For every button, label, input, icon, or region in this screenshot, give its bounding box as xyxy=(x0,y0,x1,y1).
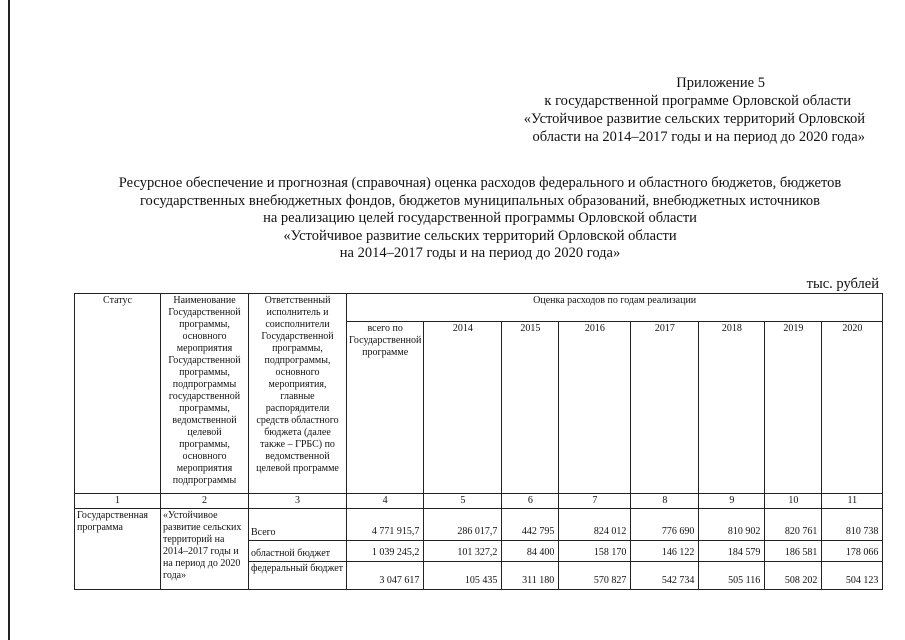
value-2017: 776 690 xyxy=(631,509,699,541)
expenses-table xyxy=(74,293,883,590)
funding-source: федеральный бюджет xyxy=(249,562,347,590)
value-2015: 442 795 xyxy=(502,509,559,541)
column-number: 8 xyxy=(631,494,699,509)
appendix-number: Приложение 5 xyxy=(676,75,765,91)
value-2018: 505 116 xyxy=(699,562,765,590)
program-name-cell: «Устойчивое развитие сельских территорий на 2014–2017 годы и на период до 2020 года» xyxy=(161,509,249,590)
value-2015: 84 400 xyxy=(502,541,559,562)
title-line: государственных внебюджетных фондов, бюджетов муниципальных образований, внебюджетных источников xyxy=(139,192,821,209)
title-line: на реализацию целей государственной программы Орловской области xyxy=(263,210,697,226)
value-2017: 542 734 xyxy=(631,562,699,590)
header-year-2014: 2014 xyxy=(424,322,502,494)
units-label: тыс. рублей xyxy=(806,276,879,292)
funding-source: областной бюджет xyxy=(249,541,347,562)
column-number: 7 xyxy=(559,494,631,509)
header-estimate: Оценка расходов по годам реализации xyxy=(347,294,883,322)
status-cell: Государственная программа xyxy=(75,509,161,590)
column-number: 11 xyxy=(822,494,883,509)
total-value: 1 039 245,2 xyxy=(347,541,424,562)
page-edge-line xyxy=(8,0,10,640)
value-2019: 186 581 xyxy=(765,541,822,562)
column-number: 9 xyxy=(699,494,765,509)
value-2017: 146 122 xyxy=(631,541,699,562)
column-number: 6 xyxy=(502,494,559,509)
header-year-2018: 2018 xyxy=(699,322,765,494)
value-2020: 178 066 xyxy=(822,541,883,562)
value-2019: 508 202 xyxy=(765,562,822,590)
value-2018: 810 902 xyxy=(699,509,765,541)
value-2016: 158 170 xyxy=(559,541,631,562)
value-2014: 101 327,2 xyxy=(424,541,502,562)
funding-source: Всего xyxy=(249,509,347,541)
column-number: 1 xyxy=(75,494,161,509)
column-number: 5 xyxy=(424,494,502,509)
value-2014: 105 435 xyxy=(424,562,502,590)
column-number: 4 xyxy=(347,494,424,509)
title-line: «Устойчивое развитие сельских территорий Орловской области xyxy=(283,227,677,244)
appendix-reference: к государственной программе Орловской области xyxy=(544,93,851,109)
header-year-2015: 2015 xyxy=(502,322,559,494)
value-2020: 504 123 xyxy=(822,562,883,590)
document-title xyxy=(80,175,880,263)
column-number: 3 xyxy=(249,494,347,509)
total-value: 3 047 617 xyxy=(347,562,424,590)
header-year-2019: 2019 xyxy=(765,322,822,494)
header-year-2017: 2017 xyxy=(631,322,699,494)
value-2020: 810 738 xyxy=(822,509,883,541)
appendix-program-name: «Устойчивое развитие сельских территорий Орловской xyxy=(523,111,865,127)
title-line: Ресурсное обеспечение и прогнозная (справочная) оценка расходов федерального и областного бюджетов, бюджетов xyxy=(118,175,842,191)
title-line: на 2014–2017 годы и на период до 2020 года» xyxy=(339,245,621,261)
header-status: Статус xyxy=(75,294,161,494)
value-2016: 824 012 xyxy=(559,509,631,541)
header-year-2016: 2016 xyxy=(559,322,631,494)
appendix-header xyxy=(445,74,865,146)
header-total: всего по Государственной программе xyxy=(347,322,424,494)
value-2014: 286 017,7 xyxy=(424,509,502,541)
header-executor: Ответственный исполнитель и соисполнители Государственной программы, подпрограммы, основного мероприятия, главные распорядители средств областного бюджета (далее также – ГРБС) по ведомственной целевой программе xyxy=(249,294,347,494)
total-value: 4 771 915,7 xyxy=(347,509,424,541)
table-row xyxy=(75,509,883,541)
value-2016: 570 827 xyxy=(559,562,631,590)
header-program-name: Наименование Государственной программы, основного мероприятия Государственной программы, подпрограммы государственной программы, ведомственной целевой программы, основного мероприятия подпрограммы xyxy=(161,294,249,494)
value-2019: 820 761 xyxy=(765,509,822,541)
column-number: 2 xyxy=(161,494,249,509)
appendix-program-period: области на 2014–2017 годы и на период до 2020 года» xyxy=(532,129,865,145)
column-number: 10 xyxy=(765,494,822,509)
value-2015: 311 180 xyxy=(502,562,559,590)
column-number-row xyxy=(75,494,883,509)
value-2018: 184 579 xyxy=(699,541,765,562)
header-year-2020: 2020 xyxy=(822,322,883,494)
